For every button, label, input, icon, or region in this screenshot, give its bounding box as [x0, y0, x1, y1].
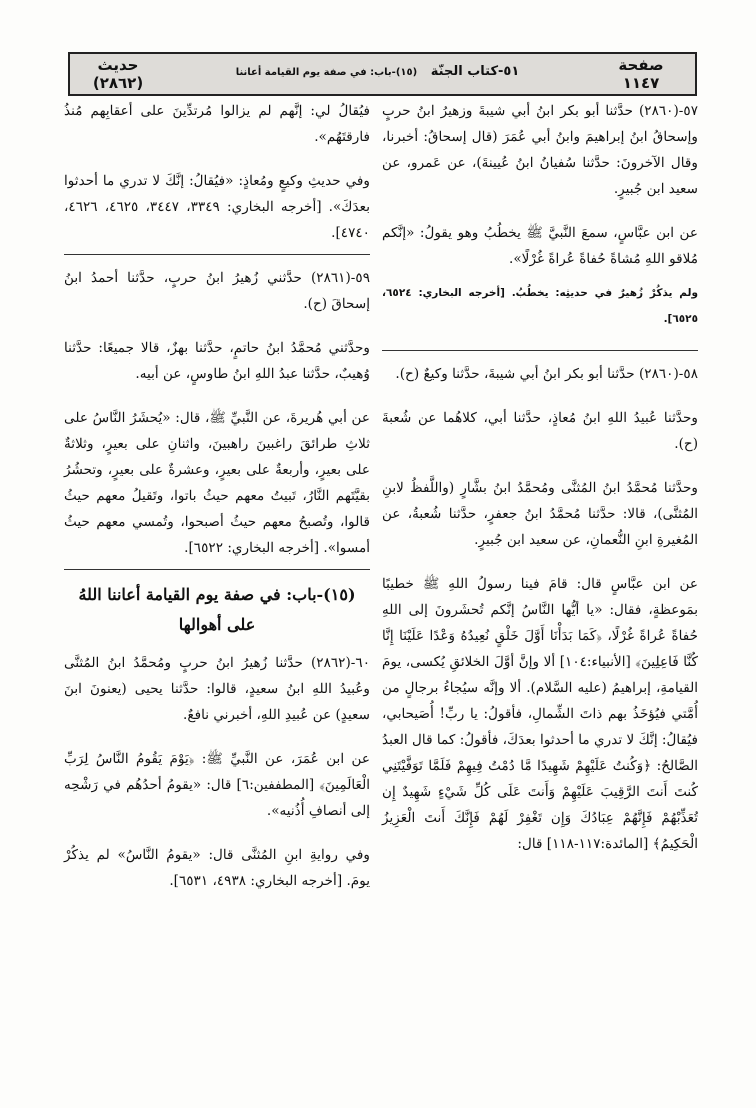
hadith-60-variant: وفي روايةِ ابنِ المُثنَّى قال: «يقومُ النَّاسُ» لم يذكُرْ يومَ. [أخرجه البخاري: ٤٩٣٨، ٦٥٣١]. [64, 847, 370, 889]
hadith-59-matn: عن أبي هُريرةَ، عن النَّبيِّ ﷺ، قال: «يُحشَرُ النَّاسُ على ثلاثِ طرائقَ راغبينَ راهبينَ، واثنانِ على بعيرٍ، وثلاثةٌ على بعيرٍ، وأربعةٌ على بعيرٍ، وعشرةٌ على بعيرٍ، وتحشُرُ بقيَّتَهم النَّارُ، تَبيتُ معهم حيثُ باتوا، وتَقيلُ معهم حيثُ قالوا، وتُصبحُ معهم حيثُ أصبحوا، وتُمسي معهم حيثُ أمسوا». [أخرجه البخاري: ٦٥٢٢]. [64, 410, 370, 556]
hadith-58-isnad-3: وحدَّثنا مُحمَّدُ ابنُ المُثنَّى ومُحمَّدُ ابنُ بشَّارٍ (واللَّفظُ لابنِ المُثنَّى)، قالا: حدَّثنا مُحمَّدُ ابنُ جعفرٍ، حدَّثنا شُعبةُ، عن المُغيرةِ ابنِ النُّعمانِ، عن سعيد ابن جُبيرٍ. [382, 480, 698, 548]
hadith-57-isnad: ٥٧-(٢٨٦٠) حدَّثنا أبو بكر ابنُ أبي شيبةَ وزهيرُ ابنُ حربٍ وإسحاقُ ابنُ إبراهيمَ وابنُ أبي عُمَرَ (قال إسحاقُ: أخبرنا، وقال الآخرونَ: حدَّثنا سُفيانُ ابنُ عُيينةَ)، عن عَمرو، عن سعيد ابن جُبيرٍ. [382, 103, 698, 197]
hadith-59-isnad-2: وحدَّثني مُحمَّدُ ابنُ حاتمٍ، حدَّثنا بهزٌ، قالا جميعًا: حدَّثنا وُهيبٌ، حدَّثنا عبدُ اللهِ ابنُ طاوسٍ، عن أبيه. [64, 340, 370, 382]
hadith-59-isnad-1: ٥٩-(٢٨٦١) حدَّثني زُهيرُ ابنُ حربٍ، حدَّثنا أحمدُ ابنُ إسحاقَ (ح). [64, 270, 370, 312]
hadith-57-source: ولم يذكُرْ زُهيرٌ في حديثِه: يخطُبُ. [أخرجه البخاري: ٦٥٢٤، ٦٥٢٥]. [382, 287, 698, 325]
page-header [68, 52, 697, 96]
divider [382, 350, 698, 351]
book-title: ٥١-كتاب الجنَّة [430, 64, 520, 79]
hadith-58-matn: عن ابن عبَّاسٍ قال: قامَ فينا رسولُ اللهِ ﷺ خطيبًا بمَوعظةٍ، فقال: «يا أيُّها النَّاسُ إنَّكم تُحشَرونَ إلى اللهِ حُفاةً عُراةً غُرْلًا، ﴿كَمَا بَدَأْنَا أَوَّلَ خَلْقٍ نُعِيدُهُ وَعْدًا عَلَيْنَا إِنَّا كُنَّا فَاعِلِينَ﴾ [الأنبياء:١٠٤] ألا وإنَّ أوَّلَ الخلائقِ يُكسى، يومَ القيامةِ، إبراهيمُ (عليه السَّلام). ألا وإنَّه سيُجاءُ برجالٍ من أُمَّتي فيُؤخَذُ بهم ذاتَ الشِّمالِ، فأقولُ: يا ربِّ! أُصَيحابي، فيُقالُ: إنَّكَ لا تدري ما أحدثوا بعدَكَ، فأقولُ: كما قال العبدُ الصَّالحُ: ﴿وَكُنتُ عَلَيْهِمْ شَهِيدًا مَّا دُمْتُ فِيهِمْ فَلَمَّا تَوَفَّيْتَنِي كُنتَ أَنتَ الرَّقِيبَ عَلَيْهِمْ وَأَنتَ عَلَى كُلِّ شَيْءٍ شَهِيدٌ إِن تُعَذِّبْهُمْ فَإِنَّهُمْ عِبَادُكَ وَإِن تَغْفِرْ لَهُمْ فَإِنَّكَ أَنتَ الْعَزِيزُ الْحَكِيمُ﴾ [المائدة:١١٧-١١٨] قال: [382, 576, 698, 852]
hadith-60-matn: عن ابن عُمَرَ، عن النَّبيِّ ﷺ: ﴿يَوْمَ يَقُومُ النَّاسُ لِرَبِّ الْعَالَمِينَ﴾ [المطففين:٦] قال: «يقومُ أحدُهُم في رَشْحِه إلى أنصافِ أُذُنيه». [64, 751, 370, 819]
hadith-label: حديث [97, 56, 139, 74]
hadith-58-variant: وفي حديثِ وكيعٍ ومُعاذٍ: «فيُقالُ: إنَّكَ لا تدري ما أحدثوا بعدَكَ». [أخرجه البخاري: ٣٣٤٩، ٣٤٤٧، ٤٦٢٥، ٤٦٢٦، ٤٧٤٠]. [64, 173, 370, 241]
hadith-number: (٢٨٦٢) [92, 74, 144, 92]
chapter-heading: (١٥)-باب: في صفة يوم القيامة أعاننا اللهُ على أهوالها [78, 585, 356, 634]
left-column [64, 98, 370, 1088]
header-title [166, 64, 589, 79]
page-label: صفحة [618, 56, 664, 74]
hadith-58-isnad-1: ٥٨-(٢٨٦٠) حدَّثنا أبو بكر ابنُ أبي شيبةَ، حدَّثنا وكيعٌ (ح). [395, 366, 698, 382]
divider [64, 254, 370, 255]
hadith-number-box [76, 56, 160, 92]
page-number-box [593, 56, 689, 92]
page-number: ١١٤٧ [622, 74, 660, 92]
hadith-57-matn: عن ابن عبَّاسٍ، سمعَ النَّبيَّ ﷺ يخطُبُ وهو يقولُ: «إنَّكم مُلاقو اللهِ مُشاةً حُفاةً عُراةً غُرْلًا». [382, 225, 698, 267]
chapter-title: (١٥)-باب: في صفة يوم القيامة أعاننا [235, 67, 418, 78]
hadith-58-matn-end: فيُقالُ لي: إنَّهم لم يزالوا مُرتدِّينَ على أعقابِهم مُنذُ فارقتَهُم». [64, 103, 370, 145]
right-column [382, 98, 698, 1088]
divider [64, 569, 370, 570]
hadith-60-isnad: ٦٠-(٢٨٦٢) حدَّثنا زُهيرُ ابنُ حربٍ ومُحمَّدُ ابنُ المُثنَّى وعُبيدُ اللهِ ابنُ سعيدٍ، قالوا: حدَّثنا يحيى (يعنونَ ابنَ سعيدٍ) عن عُبيدِ اللهِ، أخبرني نافعٌ. [64, 655, 370, 723]
hadith-58-isnad-2: وحدَّثنا عُبيدُ اللهِ ابنُ مُعاذٍ، حدَّثنا أبي، كلاهُما عن شُعبةَ (ح). [382, 410, 698, 452]
